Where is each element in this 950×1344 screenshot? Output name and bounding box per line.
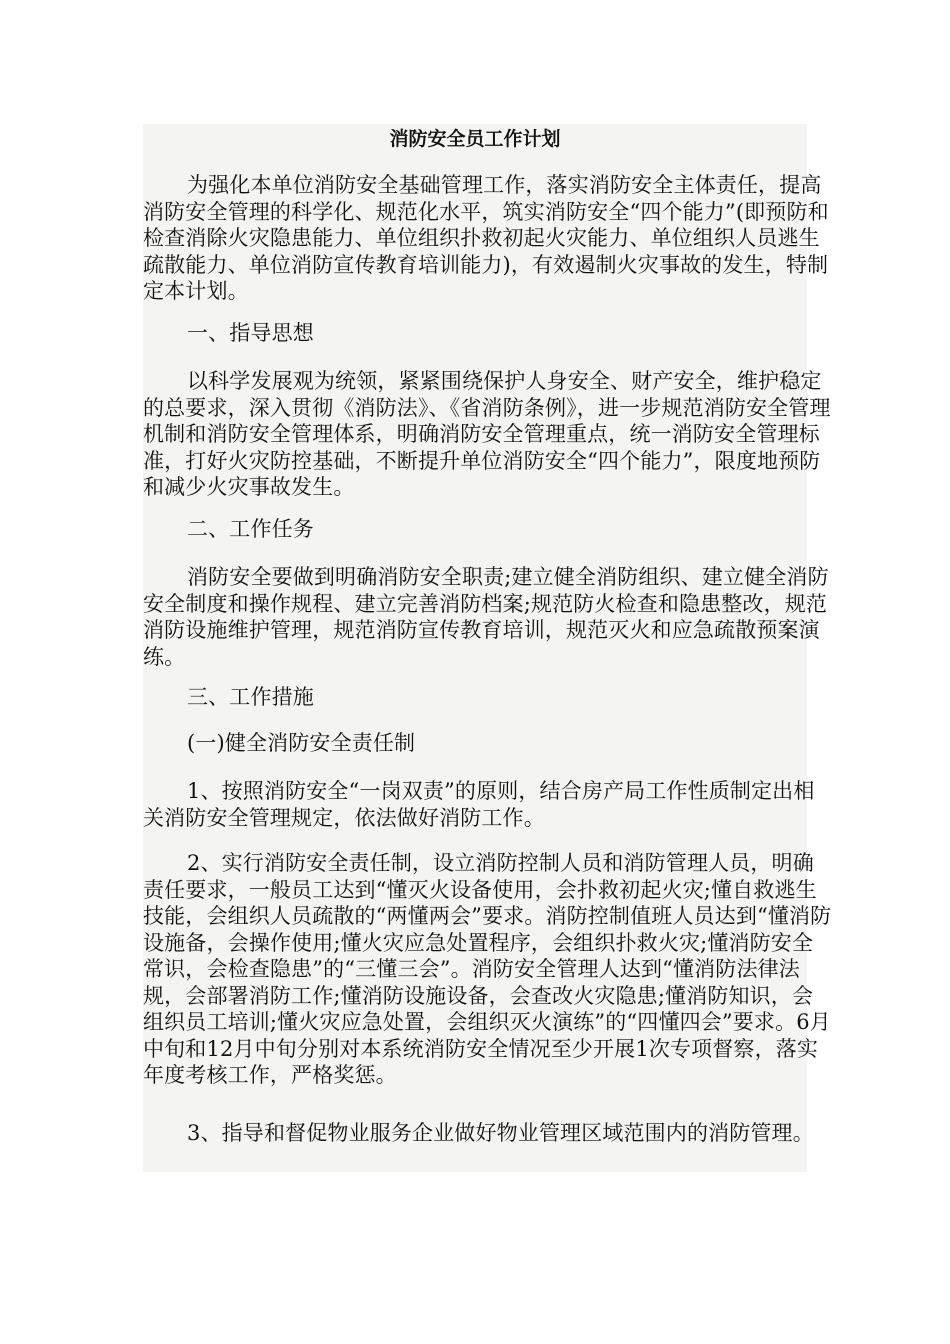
section-heading-work-measures: 三、工作措施 (187, 685, 314, 709)
intro-paragraph: 为强化本单位消防安全基础管理工作，落实消防安全主体责任，提高消防安全管理的科学化、规范化水平，筑实消防安全“四个能力”(即预防和检查消除火灾隐患能力、单位组织扑救初起火灾能力、单位组织人员逃生疏散能力、单位消防宣传教育培训能力)，有效遏制火灾事故的发生，特制定本计划。 (143, 173, 829, 303)
section-heading-work-tasks: 二、工作任务 (187, 517, 314, 541)
document-title: 消防安全员工作计划 (389, 128, 561, 150)
section-heading-guiding-ideology: 一、指导思想 (187, 321, 314, 345)
subsection-heading-responsibility: (一)健全消防安全责任制 (187, 731, 416, 755)
document-page (143, 124, 832, 1172)
measure-item-3: 3、指导和督促物业服务企业做好物业管理区域范围内的消防管理。 (187, 1121, 814, 1145)
measure-item-2: 2、实行消防安全责任制，设立消防控制人员和消防管理人员，明确责任要求，一般员工达到“懂灭火设备使用，会扑救初起火灾;懂自救逃生技能，会组织人员疏散的“两懂两会”要求。消防控制值班人员达到“懂消防设施备，会操作使用;懂火灾应急处置程序，会组织扑救火灾;懂消防安全常识，会检查隐患”的“三懂三会”。消防安全管理人达到“懂消防法律法规，会部署消防工作;懂消防设施设备，会查改火灾隐患;懂消防知识，会组织员工培训;懂火灾应急处置，会组织灭火演练”的“四懂四会”要求。6月中旬和12月中旬分别对本系统消防安全情况至少开展1次专项督察，落实年度考核工作，严格奖惩。 (143, 851, 832, 1087)
work-tasks-paragraph: 消防安全要做到明确消防安全职责;建立健全消防组织、建立健全消防安全制度和操作规程、建立完善消防档案;规范防火检查和隐患整改，规范消防设施维护管理，规范消防宣传教育培训，规范灭火和应急疏散预案演练。 (143, 565, 829, 669)
guiding-ideology-paragraph: 以科学发展观为统领，紧紧围绕保护人身安全、财产安全，维护稳定的总要求，深入贯彻《消防法》、《省消防条例》，进一步规范消防安全管理机制和消防安全管理体系，明确消防安全管理重点，统一消防安全管理标准，打好火灾防控基础，不断提升单位消防安全“四个能力”，限度地预防和减少火灾事故发生。 (143, 369, 831, 499)
measure-item-1: 1、按照消防安全“一岗双责”的原则，结合房产局工作性质制定出相关消防安全管理规定，依法做好消防工作。 (143, 779, 815, 830)
